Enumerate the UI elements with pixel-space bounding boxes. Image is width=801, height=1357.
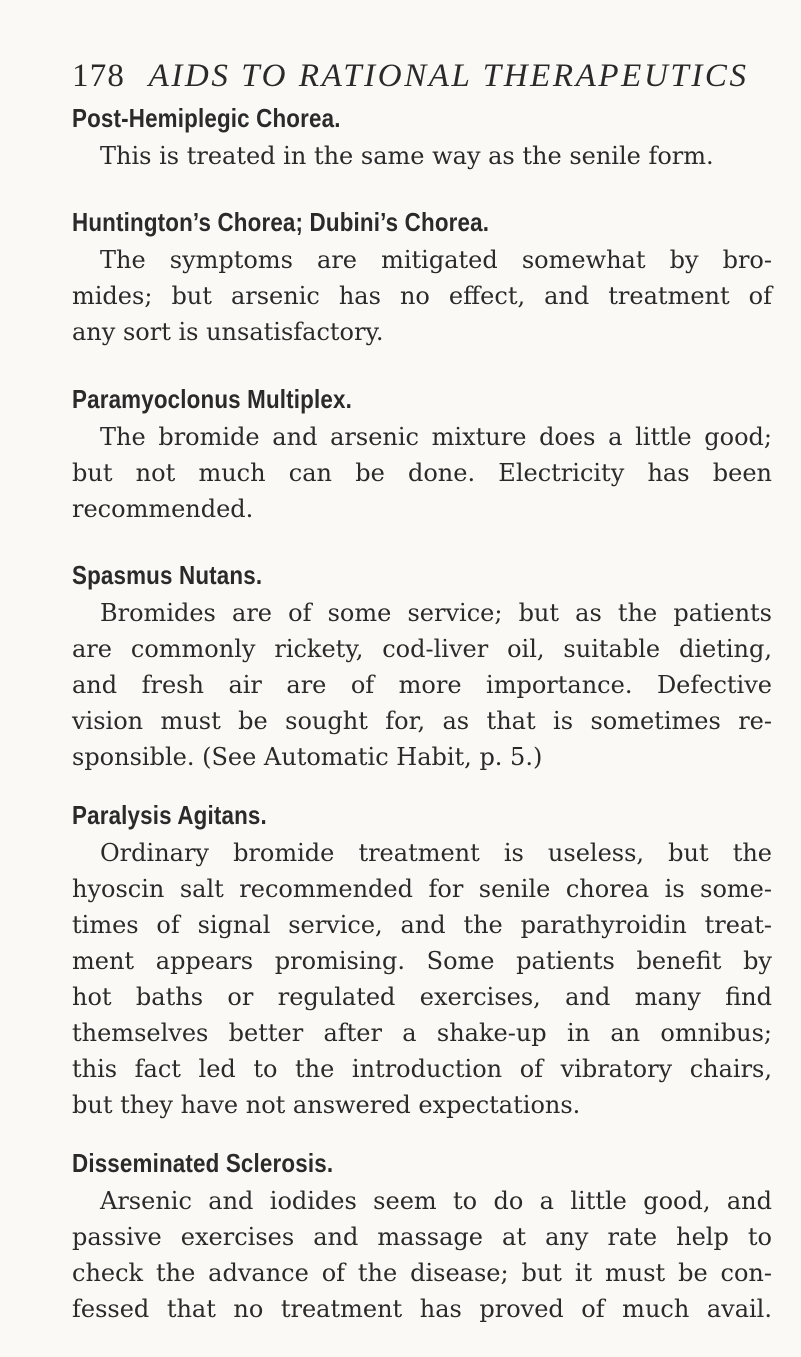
body-line: sponsible. (See Automatic Habit, p. 5.) [72,743,543,771]
running-head [72,58,749,95]
body-line: The bromide and arsenic mixture does a little good; [100,423,772,451]
body-line: but they have not answered expectations. [72,1091,581,1119]
section-post-hemiplegic-chorea [72,98,772,174]
body-line: hot baths or regulated exercises, and many find [72,983,772,1011]
body-line: any sort is unsatisfactory. [72,318,384,346]
section-heading: Paralysis Agitans. [72,800,267,830]
body-line: Arsenic and iodides seem to do a little good, and [100,1187,772,1215]
section-huntingtons-chorea [72,202,772,350]
body-line: and fresh air are of more importance. Defective [72,671,772,699]
body-line: but not much can be done. Electricity has been [72,459,772,487]
section-paramyoclonus-multiplex [72,379,772,527]
section-heading: Post-Hemiplegic Chorea. [72,103,341,133]
body-line: this fact led to the introduction of vibratory chairs, [72,1055,772,1083]
section-heading: Disseminated Sclerosis. [72,1148,334,1178]
section-spasmus-nutans [72,555,772,775]
section-heading: Spasmus Nutans. [72,560,263,590]
section-paralysis-agitans [72,795,772,1123]
body-line: Bromides are of some service; but as the patients [100,599,772,627]
body-line: themselves better after a shake-up in an omnibus; [72,1019,772,1047]
body-line: Ordinary bromide treatment is useless, but the [100,839,772,867]
section-heading: Huntington’s Chorea; Dubini’s Chorea. [72,207,490,237]
body-line: This is treated in the same way as the senile form. [100,142,714,170]
body-line: vision must be sought for, as that is sometimes re- [72,707,772,735]
body-line: ment appears promising. Some patients benefit by [72,947,772,975]
body-line: hyoscin salt recommended for senile chorea is some- [72,875,772,903]
body-line: The symptoms are mitigated somewhat by bro- [100,246,772,274]
body-line: check the advance of the disease; but it must be con- [72,1259,772,1287]
section-heading: Paramyoclonus Multiplex. [72,384,352,414]
body-line: mides; but arsenic has no effect, and treatment of [72,282,772,310]
body-line: are commonly rickety, cod-liver oil, suitable dieting, [72,635,772,663]
body-line: recommended. [72,495,254,523]
body-line: times of signal service, and the parathyroidin treat- [72,911,772,939]
page-number: 178 [72,58,126,94]
running-title: AIDS TO RATIONAL THERAPEUTICS [148,58,749,94]
section-disseminated-sclerosis [72,1143,772,1327]
body-line: fessed that no treatment has proved of much avail. [72,1295,772,1323]
body-line: passive exercises and massage at any rate help to [72,1223,772,1251]
